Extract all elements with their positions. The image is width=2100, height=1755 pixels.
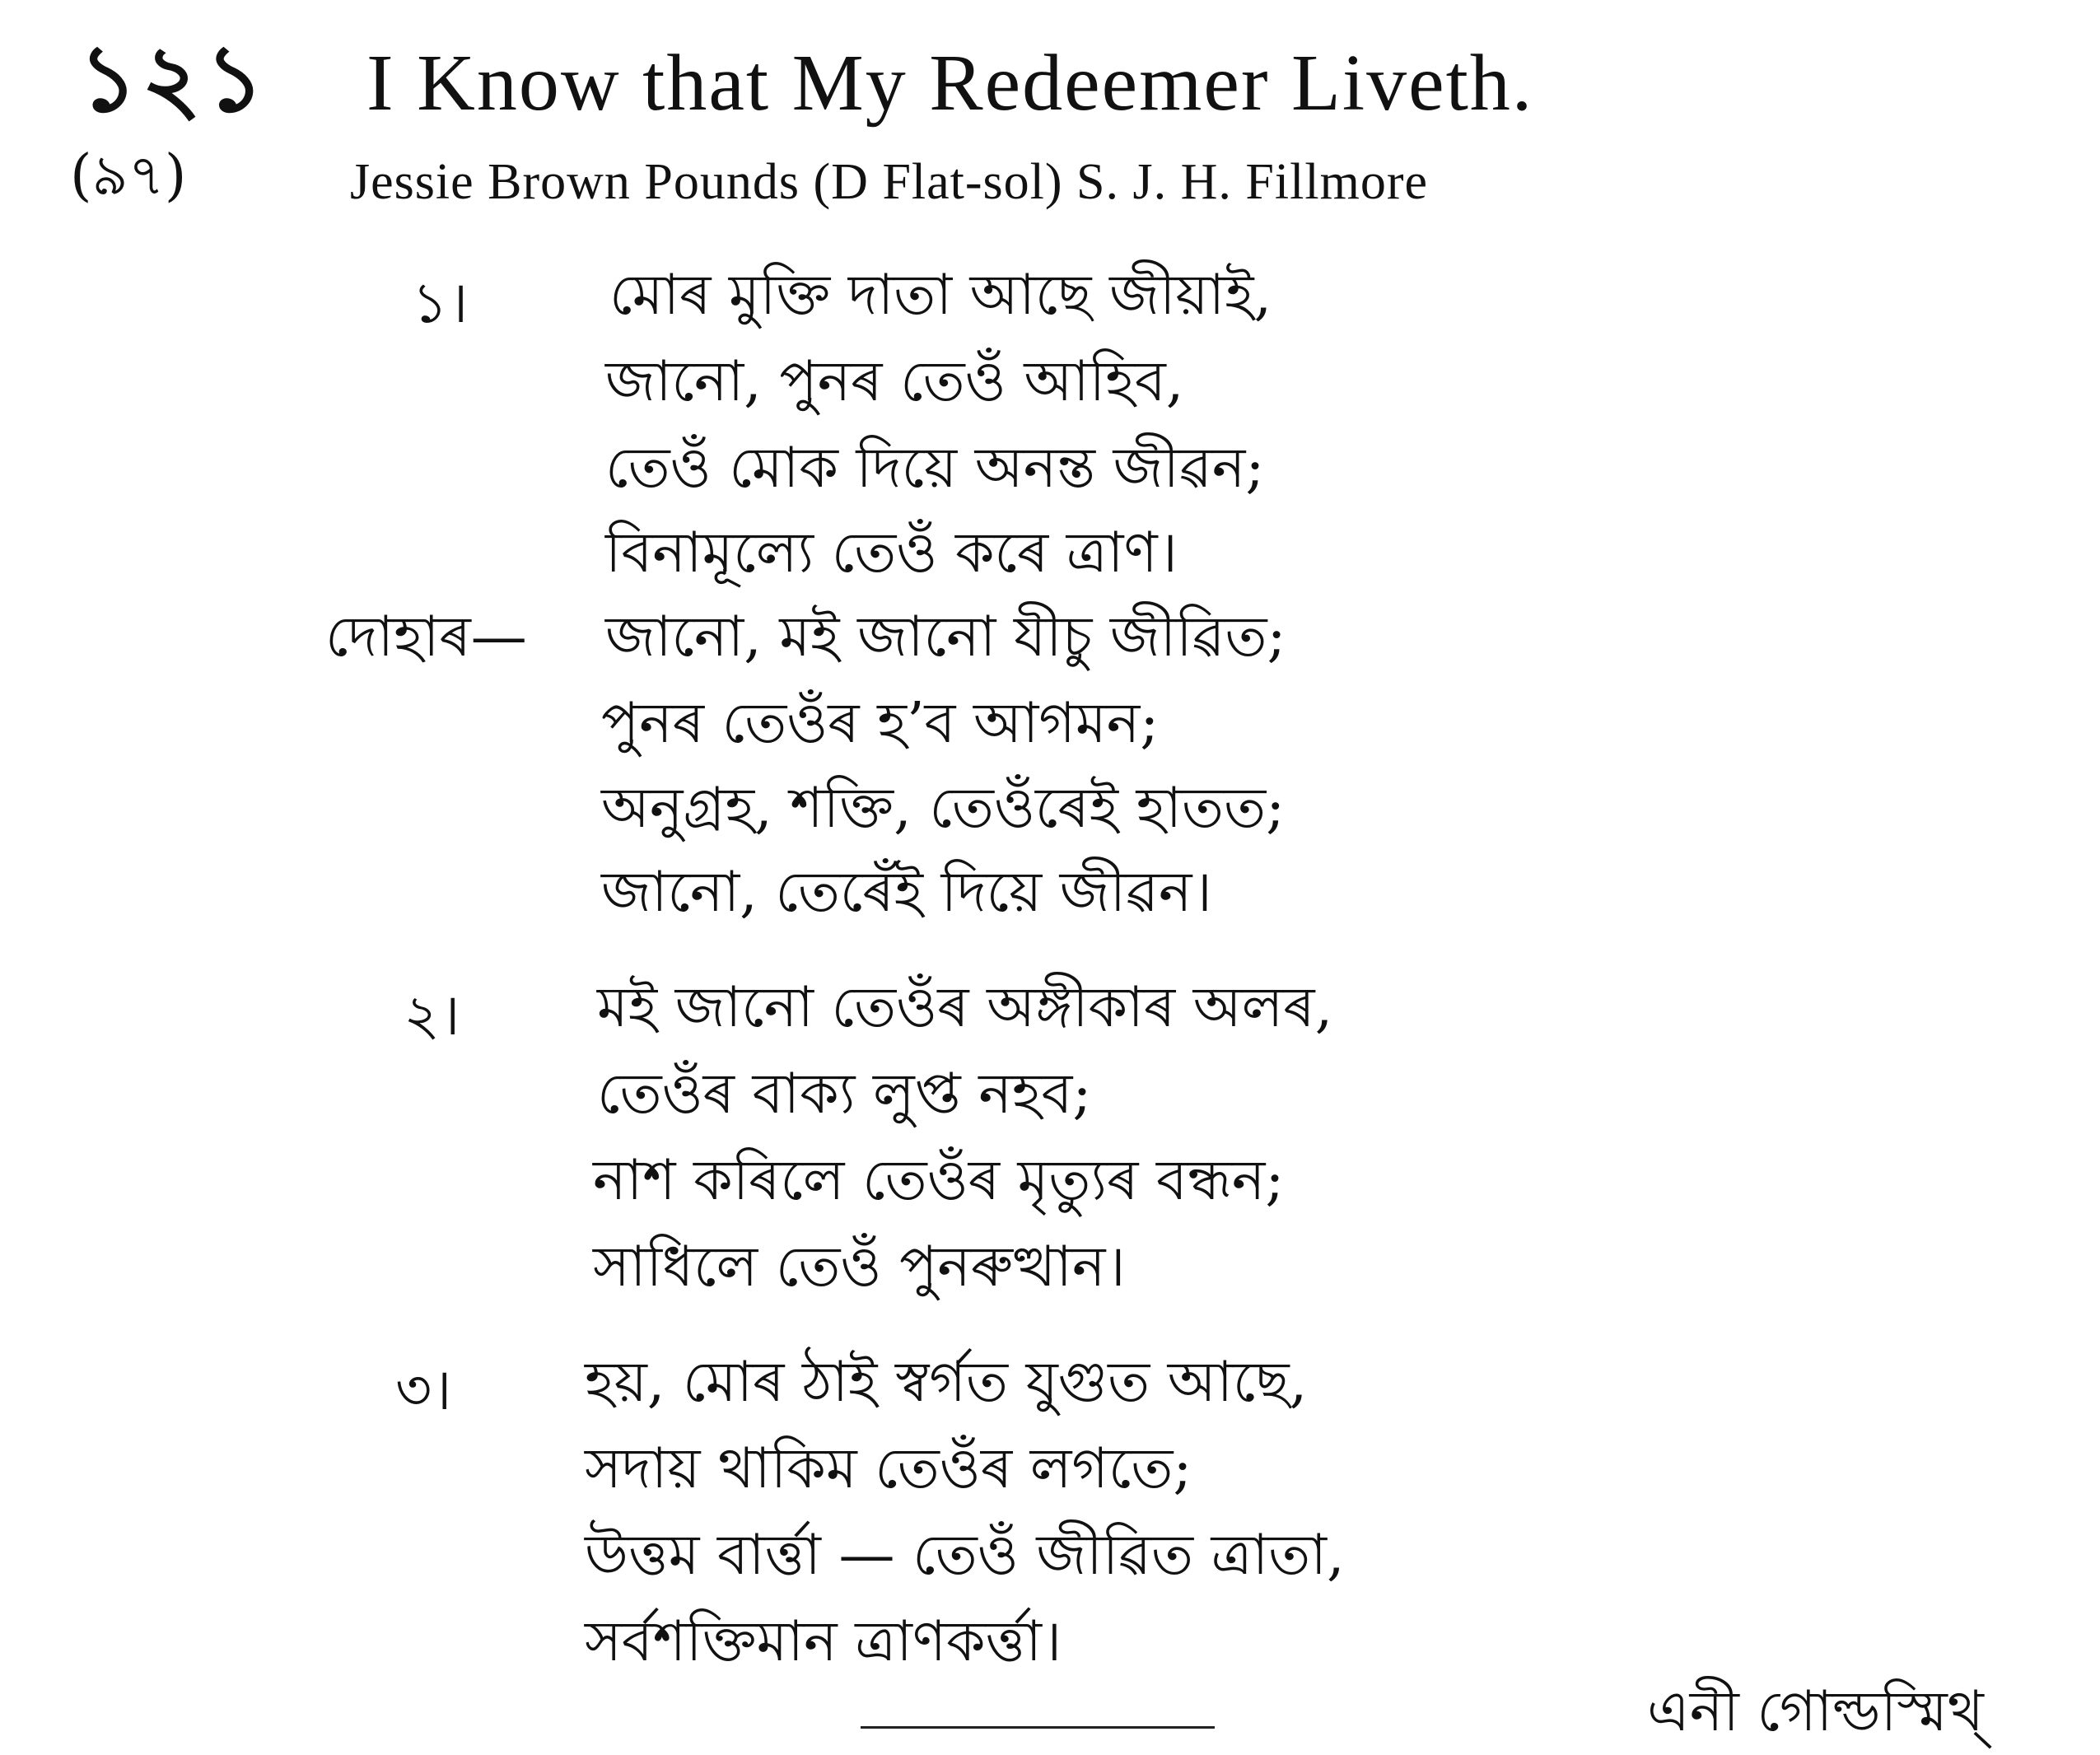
stanza-2-line-3: নাশ কৰিলে তেওঁৰ মৃত্যুৰ বন্ধন;: [593, 1148, 1285, 1213]
stanza-2-number: ২।: [404, 983, 460, 1048]
stanza-3-line-2: সদায় থাকিম তেওঁৰ লগতে;: [585, 1436, 1192, 1501]
stanza-2-line-2: তেওঁৰ বাক্য লুপ্ত নহব;: [597, 1062, 1092, 1127]
old-hymn-number: (৯৭): [70, 143, 187, 208]
stanza-1-line-1: মোৰ মুক্তি দাতা আছে জীয়াই,: [609, 263, 1272, 328]
refrain-label: দোহাৰ—: [325, 604, 527, 670]
stanza-3-line-4: সৰ্বশক্তিমান ত্ৰাণকৰ্ত্তা।: [585, 1609, 1062, 1674]
stanza-3-number: ৩।: [395, 1358, 452, 1423]
hymn-title: I Know that My Redeemer Liveth.: [366, 39, 1534, 128]
stanza-1-line-3: তেওঁ মোক দিয়ে অনন্ত জীৱন;: [605, 436, 1265, 501]
stanza-3-line-3: উত্তম বাৰ্ত্তা — তেওঁ জীৱিত ত্ৰাতা,: [585, 1523, 1345, 1588]
stanza-1-number: ১।: [412, 271, 469, 336]
refrain-line-3: অনুগ্ৰহ, শক্তি, তেওঁৰেই হাতত;: [601, 776, 1285, 841]
refrain-line-1: জানো, মই জানো যীচু জীৱিত;: [605, 604, 1286, 670]
stanza-1-line-4: বিনামূল্যে তেওঁ কৰে ত্ৰাণ।: [605, 520, 1178, 586]
refrain-line-4: জানো, তেৰেঁই দিয়ে জীৱন।: [601, 860, 1212, 925]
hymn-number: ১২১: [78, 25, 268, 133]
stanza-2-line-1: মই জানো তেওঁৰ অঙ্গীকাৰ অলৰ,: [597, 975, 1333, 1040]
author-name: এনী গোল্ডস্মিথ্: [1647, 1679, 1984, 1744]
stanza-3-line-1: হয়, মোৰ ঠাই স্বৰ্গত যুগুত আছে,: [585, 1350, 1308, 1415]
stanza-1-line-2: জানো, পুনৰ তেওঁ আহিব,: [605, 349, 1184, 414]
refrain-line-2: পুনৰ তেওঁৰ হ’ব আগমন;: [601, 691, 1160, 756]
stanza-2-line-4: সাধিলে তেওঁ পুনৰুত্থান।: [593, 1235, 1126, 1300]
hymn-credits: Jessie Brown Pounds (D Flat-sol) S. J. H. Fillmore: [350, 154, 1428, 210]
end-divider: [861, 1726, 1215, 1729]
